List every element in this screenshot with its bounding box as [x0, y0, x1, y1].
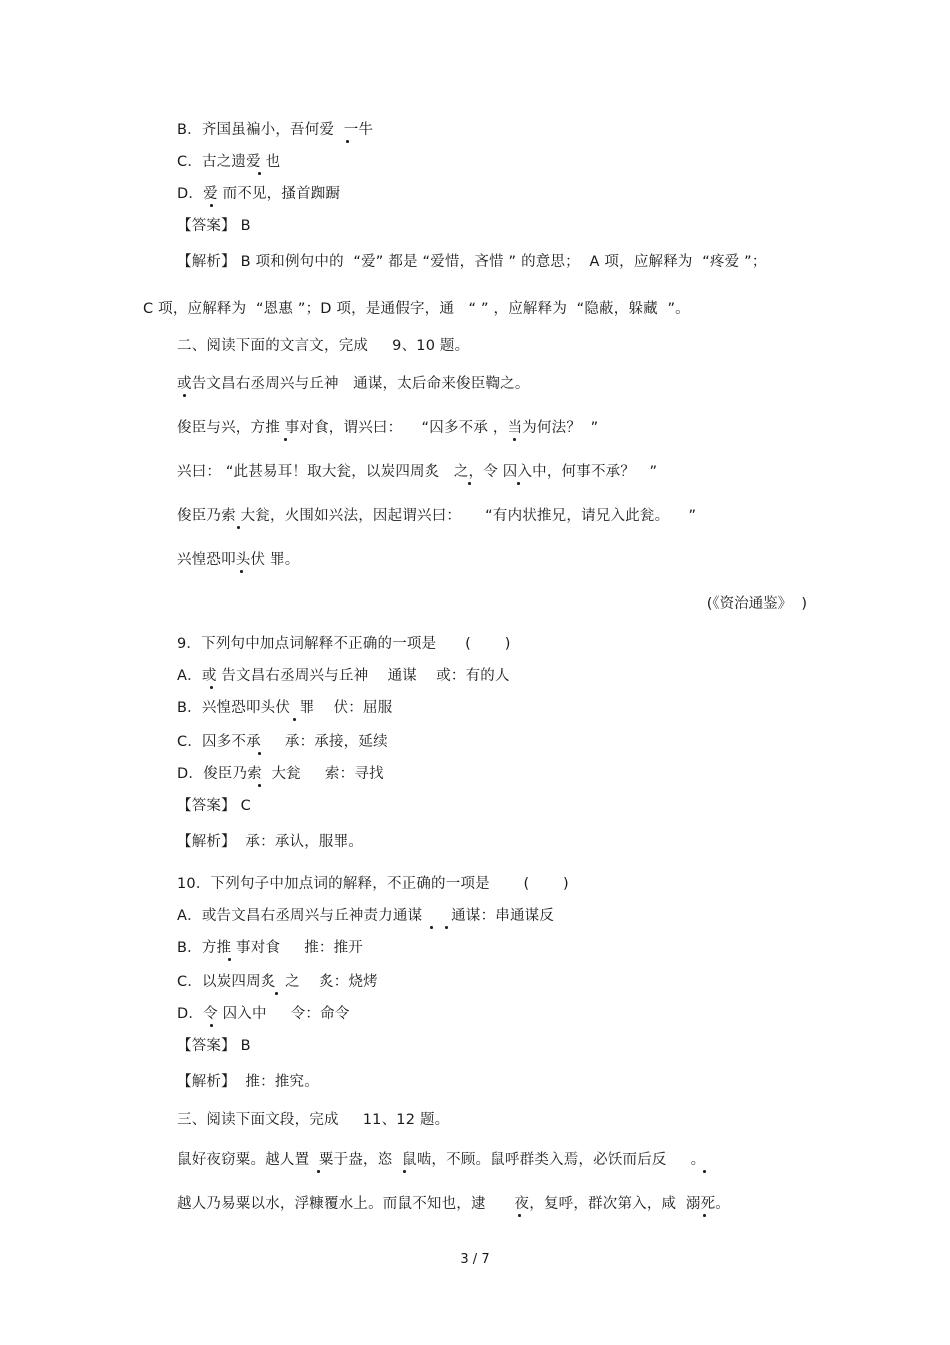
emphasis-dot: [240, 570, 243, 573]
analysis-8-line1: 【解析】 B 项和例句中的 “爱” 都是 “爱惜，吝惜 ” 的意思； A 项，应解释为 “疼爱 ”；: [177, 254, 767, 270]
passage-2-line5: 兴惶恐叩头伏 罪。: [177, 552, 300, 568]
passage-2-line3: 兴曰： “此甚易耳！取大瓮，以炭四周炙 之，令 囚入中，何事不承？ ”: [177, 464, 658, 480]
option-8c: C．古之遗爱 也: [177, 154, 281, 170]
page-number: 3 / 7: [460, 1252, 490, 1267]
option-8d: D．爱 而不见，搔首踟蹰: [177, 186, 341, 202]
passage-2-line4: 俊臣乃索 大瓮，火围如兴法，因起谓兴曰： “有内状推兄，请兄入此瓮。 ”: [177, 508, 697, 524]
answer-8: 【答案】 B: [177, 218, 251, 234]
question-9-stem: 9．下列句中加点词解释不正确的一项是 ( ): [177, 636, 511, 652]
analysis-8-line2: C 项，应解释为 “恩惠 ”；D 项，是通假字，通 “ ” ，应解释为 “隐蔽，躲藏 ”。: [143, 301, 690, 317]
option-8b: B．齐国虽褊小，吾何爱 一牛: [177, 122, 374, 138]
emphasis-dot: [210, 1024, 213, 1027]
emphasis-dot: [237, 526, 240, 529]
emphasis-dot: [513, 438, 516, 441]
passage-3-line2: 越人乃易粟以水，浮糠覆水上。而鼠不知也，逮 夜，复呼，群次第入，咸 溺死。: [177, 1196, 730, 1212]
section-2-title: 二、阅读下面的文言文，完成 9、10 题。: [177, 338, 470, 354]
emphasis-dot: [284, 438, 287, 441]
emphasis-dot: [430, 926, 433, 929]
section-3-title: 三、阅读下面文段，完成 11、12 题。: [177, 1112, 450, 1128]
emphasis-dot: [258, 172, 261, 175]
emphasis-dot: [703, 1214, 706, 1217]
option-10a: A．或告文昌右丞周兴与丘神责力通谋 通谋：串通谋反: [177, 908, 555, 924]
emphasis-dot: [293, 718, 296, 721]
option-10d: D．令 囚入中 令：命令: [177, 1006, 350, 1022]
emphasis-dot: [703, 1170, 706, 1173]
emphasis-dot: [183, 394, 186, 397]
emphasis-dot: [210, 686, 213, 689]
emphasis-dot: [445, 926, 448, 929]
option-9c: C．囚多不承 承：承接，延续: [177, 734, 388, 750]
emphasis-dot: [518, 1214, 521, 1217]
emphasis-dot: [275, 992, 278, 995]
question-10-stem: 10．下列句子中加点词的解释，不正确的一项是 ( ): [177, 876, 569, 892]
option-9d: D．俊臣乃索 大瓮 索：寻找: [177, 766, 384, 782]
option-10c: C．以炭四周炙 之 炙：烧烤: [177, 974, 378, 990]
analysis-9: 【解析】 承：承认，服罪。: [177, 834, 364, 850]
emphasis-dot: [517, 482, 520, 485]
emphasis-dot: [228, 958, 231, 961]
passage-3-line1: 鼠好夜窃粟。越人置 粟于盎，恣 鼠啮，不顾。鼠呼群类入焉，必饫而后反 。: [177, 1152, 706, 1168]
emphasis-dot: [317, 1170, 320, 1173]
passage-2-line2: 俊臣与兴，方推 事对食，谓兴曰： “囚多不承 ，当为何法？ ”: [177, 420, 599, 436]
answer-9: 【答案】 C: [177, 798, 251, 814]
emphasis-dot: [468, 482, 471, 485]
source-citation: (《资治通鉴》 ): [706, 596, 807, 612]
emphasis-dot: [258, 752, 261, 755]
emphasis-dot: [346, 140, 349, 143]
answer-10: 【答案】 B: [177, 1038, 251, 1054]
passage-2-line1: 或告文昌右丞周兴与丘神 通谋，太后命来俊臣鞫之。: [177, 376, 530, 392]
option-9b: B．兴惶恐叩头伏 罪 伏：屈服: [177, 700, 393, 716]
emphasis-dot: [403, 1170, 406, 1173]
option-9a: A．或 告文昌右丞周兴与丘神 通谋 或：有的人: [177, 668, 510, 684]
option-10b: B．方推 事对食 推：推开: [177, 940, 364, 956]
analysis-10: 【解析】 推：推究。: [177, 1074, 319, 1090]
emphasis-dot: [258, 784, 261, 787]
emphasis-dot: [210, 204, 213, 207]
